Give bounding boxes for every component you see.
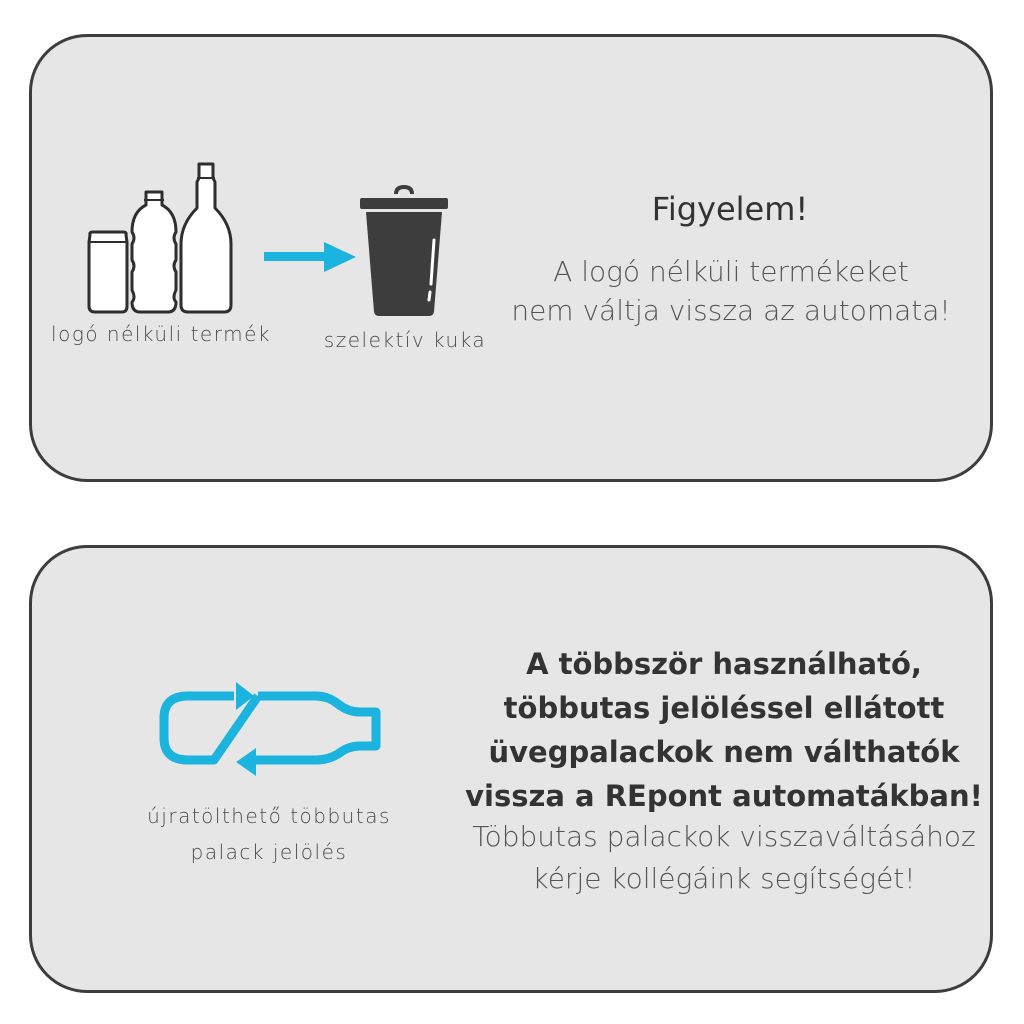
notice-title-line: A többször használható, — [526, 647, 922, 681]
notice-message-line: Többutas palackok visszaváltásához — [472, 820, 976, 853]
plastic-bottle-icon — [132, 192, 176, 312]
warning-message-line: A logó nélküli termékeket — [553, 255, 909, 288]
refillable-bottle-symbol-icon — [150, 676, 386, 780]
notice-message — [452, 816, 996, 900]
can-icon — [89, 232, 127, 312]
warning-message — [500, 252, 962, 330]
products-illustration — [76, 160, 246, 318]
bin-caption: szelektív kuka — [323, 328, 487, 352]
warning-title: Figyelem! — [651, 190, 809, 228]
warning-message-line: nem váltja vissza az automata! — [511, 294, 951, 327]
notice-title — [452, 642, 996, 818]
arrow-right-icon — [264, 240, 358, 274]
symbol-caption — [120, 798, 418, 870]
notice-title-line: vissza a REpont automatákban! — [465, 779, 983, 813]
notice-title-line: többutas jelöléssel ellátott — [503, 691, 945, 725]
glass-bottle-icon — [181, 164, 231, 312]
notice-message-line: kérje kollégáink segítségét! — [532, 862, 916, 895]
trash-bin-icon — [358, 184, 450, 318]
symbol-caption-line: palack jelölés — [190, 840, 348, 864]
notice-title-line: üvegpalackok nem válthatók — [488, 735, 960, 769]
products-caption: logó nélküli termék — [51, 322, 271, 346]
symbol-caption-line: újratölthető többutas — [147, 804, 391, 828]
